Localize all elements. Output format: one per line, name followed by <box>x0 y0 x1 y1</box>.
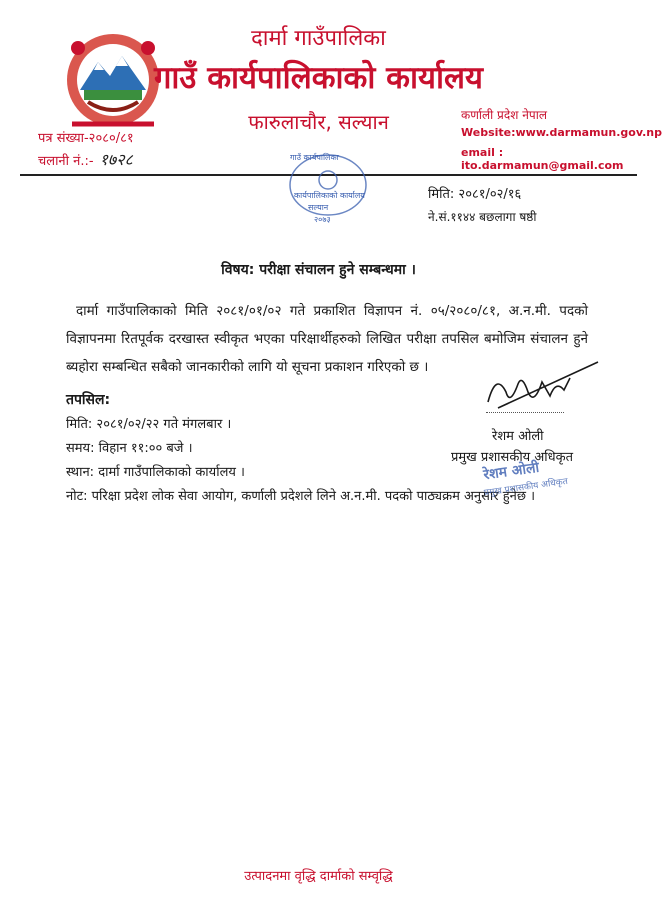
stamp-line-1: गाउँ कार्यपालिका <box>290 153 339 162</box>
nepal-sambat-date: ने.सं.११४४ बछलागा षष्ठी <box>428 210 537 224</box>
stamp-name: रेशम ओली <box>482 459 541 484</box>
org-name: दार्मा गाउँपालिका <box>251 26 386 51</box>
dispatch-number-row <box>38 148 133 170</box>
letter-date: मिति: २०८१/०२/१६ <box>428 187 522 202</box>
schedule-note: नोट: परिक्षा प्रदेश लोक सेवा आयोग, कर्णाली प्रदेशले लिने अ.न.मी. पदको पाठ्यक्रम अनुसार हुनेछ । <box>66 489 536 504</box>
signatory-name: रेशम ओली <box>492 429 544 444</box>
signatory-title: प्रमुख प्रशासकीय अधिकृत <box>451 450 574 465</box>
signature-line <box>486 412 564 413</box>
signatory-stamp <box>470 455 590 499</box>
office-stamp <box>268 140 388 230</box>
signature-image <box>458 362 608 422</box>
dispatch-label: चलानी नं.:- <box>38 154 94 169</box>
dispatch-number: १७२८ <box>99 150 133 169</box>
stamp-line-4: २०७३ <box>314 215 331 224</box>
body-text: दार्मा गाउँपालिकाको मिति २०८१/०१/०२ गते प्रकाशित विज्ञापन नं. ०५/२०८०/८१, अ.न.मी. पदको विज्ञापनमा रितपूर्वक दरखास्त स्वीकृत भएका परिक्षार्थीहरुको लिखित परीक्षा तपसिल बमोजिम संचालन हुने ब्यहोरा सम्बन्धित सबैको जानकारीको लागि यो सूचना प्रकाशन गरिएको छ । <box>66 303 588 375</box>
office-location: फारुलाचौर, सल्यान <box>248 110 389 134</box>
stamp-line-3: सल्यान <box>308 203 329 212</box>
office-name: गाउँ कार्यपालिकाको कार्यालय <box>153 60 484 96</box>
subject-line: विषय: परीक्षा संचालन हुने सम्बन्धमा । <box>221 262 416 278</box>
stamp-title: प्रमुख प्रशासकीय अधिकृत <box>483 476 569 499</box>
schedule-date: मिति: २०८१/०२/२२ गते मंगलबार । <box>66 417 232 432</box>
website-text[interactable]: Website:www.darmamun.gov.np <box>461 126 662 139</box>
schedule-title: तपसिल: <box>66 392 111 408</box>
email-text[interactable]: email : ito.darmamun@gmail.com <box>461 146 624 172</box>
stamp-line-2: कार्यपालिकाको कार्यालय <box>294 191 365 200</box>
province-label: कर्णाली प्रदेश नेपाल <box>461 108 547 122</box>
schedule-venue: स्थान: दार्मा गाउँपालिकाको कार्यालय । <box>66 465 245 480</box>
footer-slogan: उत्पादनमा वृद्धि दार्माको सम्वृद्धि <box>244 869 393 884</box>
schedule-time: समय: विहान ११:०० बजे । <box>66 441 193 456</box>
letter-number: पत्र संख्या-२०८०/८१ <box>38 131 134 146</box>
